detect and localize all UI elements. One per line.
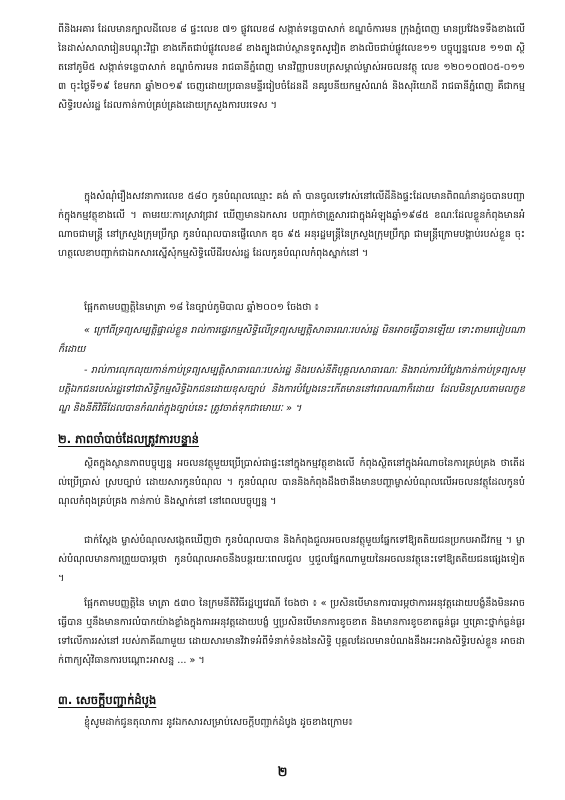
paragraph-property-description: ពីនិងអគារ ដែលមានក្បាលដីលេខ ៨ ផ្ទះលេខ ៧១ ផ្លូវលេខ៨ សង្កាត់ទន្លេបាសាក់ ខណ្ឌចំការមន ក្រុងភ្នំពេញ មានប្រវែងទទឹងខាងលើនៃដាស់សាលារៀនបណ្ដុះវិជ្ជា ខាងកើតជាប់ផ្លូវលេខ៨ ខាងត្បូងជាប់ស្ថានទូតសូវៀត ខាងលិចជាប់ផ្លូវលេខ១១ បច្ចុប្បន្នលេខ ១១៣ ស្ថិតនៅភូមិ៥ សង្កាត់ទន្លេបាសាក់ ខណ្ឌចំការមន រាជធានីភ្នំពេញ មានវិញ្ញាបនបត្រសម្គាល់ម្ចាស់អចលនវត្ថុ លេខ ១២០១០៧០៥-០១១៣ ចុះថ្ងៃទី១៩ ខែមករា ឆ្នាំ២០១៩ ចេញដោយប្រធានមន្ទីររៀបចំដែនដី នគរូបនីយកម្មសំណង់ និងសុរិយោដី រាជធានីភ្នំពេញ គឺជាកម្មសិទ្ធិរបស់រដ្ឋ ដែលកាន់កាប់គ្រប់គ្រងដោយក្រសួងការបរទេស ។ <box>58 24 525 111</box>
paragraph-case-background: ក្នុងសំណុំរឿងសវនាការលេខ ៥៨០ កូនបំណុលឈ្មោះ គង់ តាំ បានចូលទៅរស់នៅលើដីនិងផ្ទះដែលមានពិពណ៌នាដូចបានបញ្ជាក់ក្នុងកម្មវត្ថុខាងលើ ។ តាមរយៈការស្រាវជ្រាវ ឃើញមានឯកសារ បញ្ជាក់ថាគ្រួសារជាក្នុងអំឡុងឆ្នាំ១៩៨៥ ខណៈដែលខ្លួនកំពុងមានអំណាចជាមន្ត្រី នៅក្រសួងក្រុមប្រឹក្សា កូនបំណុលបានផ្ញើលោក ឌុច ៩៥ អនុរដ្ឋមន្ត្រីនៃក្រសួងក្រុមប្រឹក្សា ជាមន្ត្រីក្រោមបង្គាប់របស់ខ្លួន ចុះហត្ថលេខាបញ្ជាក់ជាឯកសារស្នើសុំកម្មសិទ្ធិលើដីរបស់រដ្ឋ ដែលកូនបំណុលកំពុងស្នាក់នៅ ។ <box>58 191 525 259</box>
section-heading-evidence: ៣. សេចក្ដីបញ្ជាក់ដំបូង <box>58 693 157 707</box>
paragraph-civil-procedure-quote: ផ្អែកតាមបញ្ញត្តិនៃ មាត្រា ៥៣០ នៃក្រមនីតិវិធីរដ្ឋប្បវេណី ចែងថា ៖ « ប្រសិនបើមានការបារម្ភថាការអនុវត្តដោយបង្ខំនឹងមិនអាចធ្វើបាន ឬនឹងមានការលំបាកយ៉ាងខ្លាំងក្នុងការអនុវត្តដោយបង្ខំ ឬប្រសិនបើមានការខូចខាត និងមានការខូចខាតធ្ងន់ធ្ងរ ឬគ្រោះថ្នាក់ធ្ងន់ធ្ងរទៅលើការរស់នៅ របស់ភាគីណាមួយ ដោយសារមានវិវាទអំពីទំនាក់ទំនងនៃសិទ្ធិ បុគ្គលដែលមានបំណងនឹងអះអាងសិទ្ធិរបស់ខ្លួន អាចដាក់ពាក្យសុំវិធានការបណ្ដោះអាសន្ន ... » ។ <box>58 598 525 666</box>
quote-land-law-article: « ក្រៅពីទ្រព្យសម្បត្តិផ្ទាល់ខ្លួន រាល់ការផ្ទេរកម្មសិទ្ធិលើទ្រព្យសម្បត្តិសាធារណៈរបស់រដ្ឋ មិនអាចធ្វើបានឡើយ ទោះតាមរបៀបណាក៏ដោយ <box>58 325 525 355</box>
quote-land-law-item: - រាល់ការលុកលុយកាន់កាប់ទ្រព្យសម្បត្តិសាធារណៈរបស់រដ្ឋ និងរបស់នីតិបុគ្គលសាធារណៈ និងរាល់ការបំប្លែងកាន់កាប់ទ្រព្យសម្បត្តិឯកជនរបស់រដ្ឋទៅជាសិទ្ធិកម្មសិទ្ធិឯកជនដោយខុសច្បាប់ និងការបំប្លែងនេះកើតមាននៅពេលណាក៏ដោយ ដែលមិនស្របតាមលក្ខខណ្ឌ និងនីតិវិធីដែលបានកំណត់ក្នុងច្បាប់នេះ ត្រូវចាត់ទុកជាមោឃៈ » ។ <box>58 365 525 414</box>
paragraph-evidence-intro: ខ្ញុំសូមដាក់ជូនតុលាការ នូវឯកសារសម្រាប់សេចក្ដីបញ្ជាក់ដំបូង ដូចខាងក្រោម៖ <box>84 717 353 728</box>
page-number: ២ <box>277 765 288 780</box>
paragraph-land-law-reference: ផ្អែកតាមបញ្ញត្តិនៃមាត្រា ១៨ នៃច្បាប់ភូមិបាល ឆ្នាំ២០០១ ចែងថា ៖ <box>84 302 319 313</box>
paragraph-current-situation: ស្ថិតក្នុងស្ថានភាពបច្ចុប្បន្ន អចលនវត្ថុមួយប្រើប្រាស់ជាផ្ទះនៅក្នុងកម្មវត្ថុខាងលើ កំពុងស្ថិតនៅក្នុងអំណាចនៃការគ្រប់គ្រង ថាតើដល់ប្រើប្រាស់ ស្របច្បាប់ ដោយសារកូនបំណុល ។ កូនបំណុល បាននិងកំពុងដឹងថានឹងមានបញ្ហាម្ចាស់បំណុលលើអចលនវត្ថុដែលកូនបំណុលកំពុងគ្រប់គ្រង កាន់កាប់ និងស្នាក់នៅ នៅពេលបច្ចុប្បន្ន ។ <box>58 458 525 507</box>
paragraph-lease-concern: ជាក់ស្ដែង ម្ចាស់បំណុលសង្កេតឃើញថា កូនបំណុលបាន និងកំពុងជួលអចលនវត្ថុមួយផ្នែកទៅឱ្យតតិយជនប្រកបអាជីវកម្ម ។ ម្ចាស់បំណុលមានការព្រួយបារម្ភថា កូនបំណុលអាចនឹងបន្តរយៈពេលជួល ឬជួលផ្នែកណាមួយនៃអចលនវត្ថុនេះទៅឱ្យតតិយជនផ្សេងទៀត ។ <box>58 535 525 584</box>
section-heading-urgency: ២. ភាពចាំបាច់ដែលត្រូវការបន្ទាន់ <box>58 432 199 446</box>
